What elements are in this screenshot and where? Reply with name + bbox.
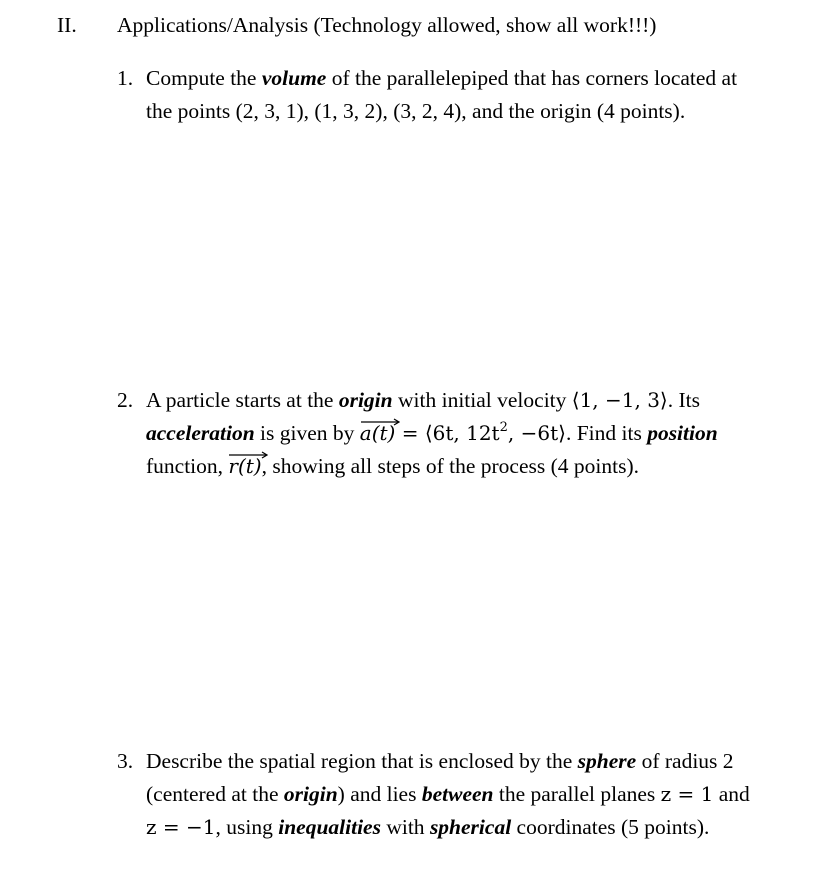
- problem-line: [146, 62, 826, 95]
- emphasis-volume: volume: [261, 66, 327, 90]
- emphasis-sphere: sphere: [577, 749, 637, 773]
- emphasis-origin: origin: [283, 782, 338, 806]
- problem-line: [146, 417, 826, 450]
- section-title: Applications/Analysis (Technology allowed, show all work!!!): [117, 13, 657, 37]
- problem-text: [146, 745, 826, 844]
- acceleration-equation: [395, 421, 566, 445]
- acceleration-vector: [360, 417, 396, 450]
- vector-label: a(t): [359, 421, 396, 445]
- plane-equation: z = −1: [146, 815, 216, 839]
- exponent: 2: [499, 420, 508, 435]
- emphasis-inequalities: inequalities: [278, 815, 381, 839]
- text-segment: , using: [215, 815, 279, 839]
- text-segment: (centered at the: [146, 782, 284, 806]
- text-segment: with: [380, 815, 430, 839]
- text-segment: and: [713, 782, 750, 806]
- text-segment: , showing all steps of the process (4 points).: [261, 454, 640, 478]
- text-segment: . Find its: [565, 421, 648, 445]
- emphasis-between: between: [421, 782, 494, 806]
- problem-number: 3.: [117, 749, 134, 773]
- text-segment: function,: [146, 454, 229, 478]
- text-segment: Compute the: [146, 66, 262, 90]
- text-segment: . Its: [667, 388, 700, 412]
- vector-label: r(t): [228, 454, 262, 478]
- emphasis-acceleration: acceleration: [146, 421, 255, 445]
- equation-part: , −6t⟩: [507, 421, 566, 445]
- text-segment: of the parallelepiped that has corners located at: [326, 66, 738, 90]
- text-segment: coordinates (5 points).: [511, 815, 710, 839]
- problem-line: the points (2, 3, 1), (1, 3, 2), (3, 2, 4), and the origin (4 points).: [146, 99, 686, 123]
- problem-text: [146, 62, 826, 128]
- problem-line: [146, 745, 826, 778]
- problem-number: 2.: [117, 388, 134, 412]
- text-segment: is given by: [254, 421, 360, 445]
- text-segment: A particle starts at the: [146, 388, 339, 412]
- text-segment: with initial velocity: [392, 388, 572, 412]
- text-segment: ) and lies: [337, 782, 422, 806]
- vector-arrow-icon: [228, 451, 268, 459]
- problem-number: 1.: [117, 66, 134, 90]
- plane-equation: z = 1: [660, 782, 714, 806]
- position-vector: [228, 450, 261, 483]
- text-segment: the parallel planes: [493, 782, 661, 806]
- problem-text: [146, 384, 826, 483]
- emphasis-position: position: [647, 421, 718, 445]
- text-segment: Describe the spatial region that is enclosed by the: [146, 749, 578, 773]
- text-segment: of radius 2: [636, 749, 734, 773]
- problem-line: [146, 450, 826, 483]
- emphasis-origin: origin: [338, 388, 393, 412]
- equation-part: = ⟨6t, 12t: [395, 421, 500, 445]
- section-numeral: II.: [57, 13, 77, 37]
- problem-line: [146, 811, 826, 844]
- problem-line: [146, 778, 826, 811]
- problem-line: [146, 384, 826, 417]
- initial-velocity-vector: ⟨1, −1, 3⟩: [571, 388, 668, 412]
- vector-arrow-icon: [360, 418, 400, 426]
- emphasis-spherical: spherical: [429, 815, 512, 839]
